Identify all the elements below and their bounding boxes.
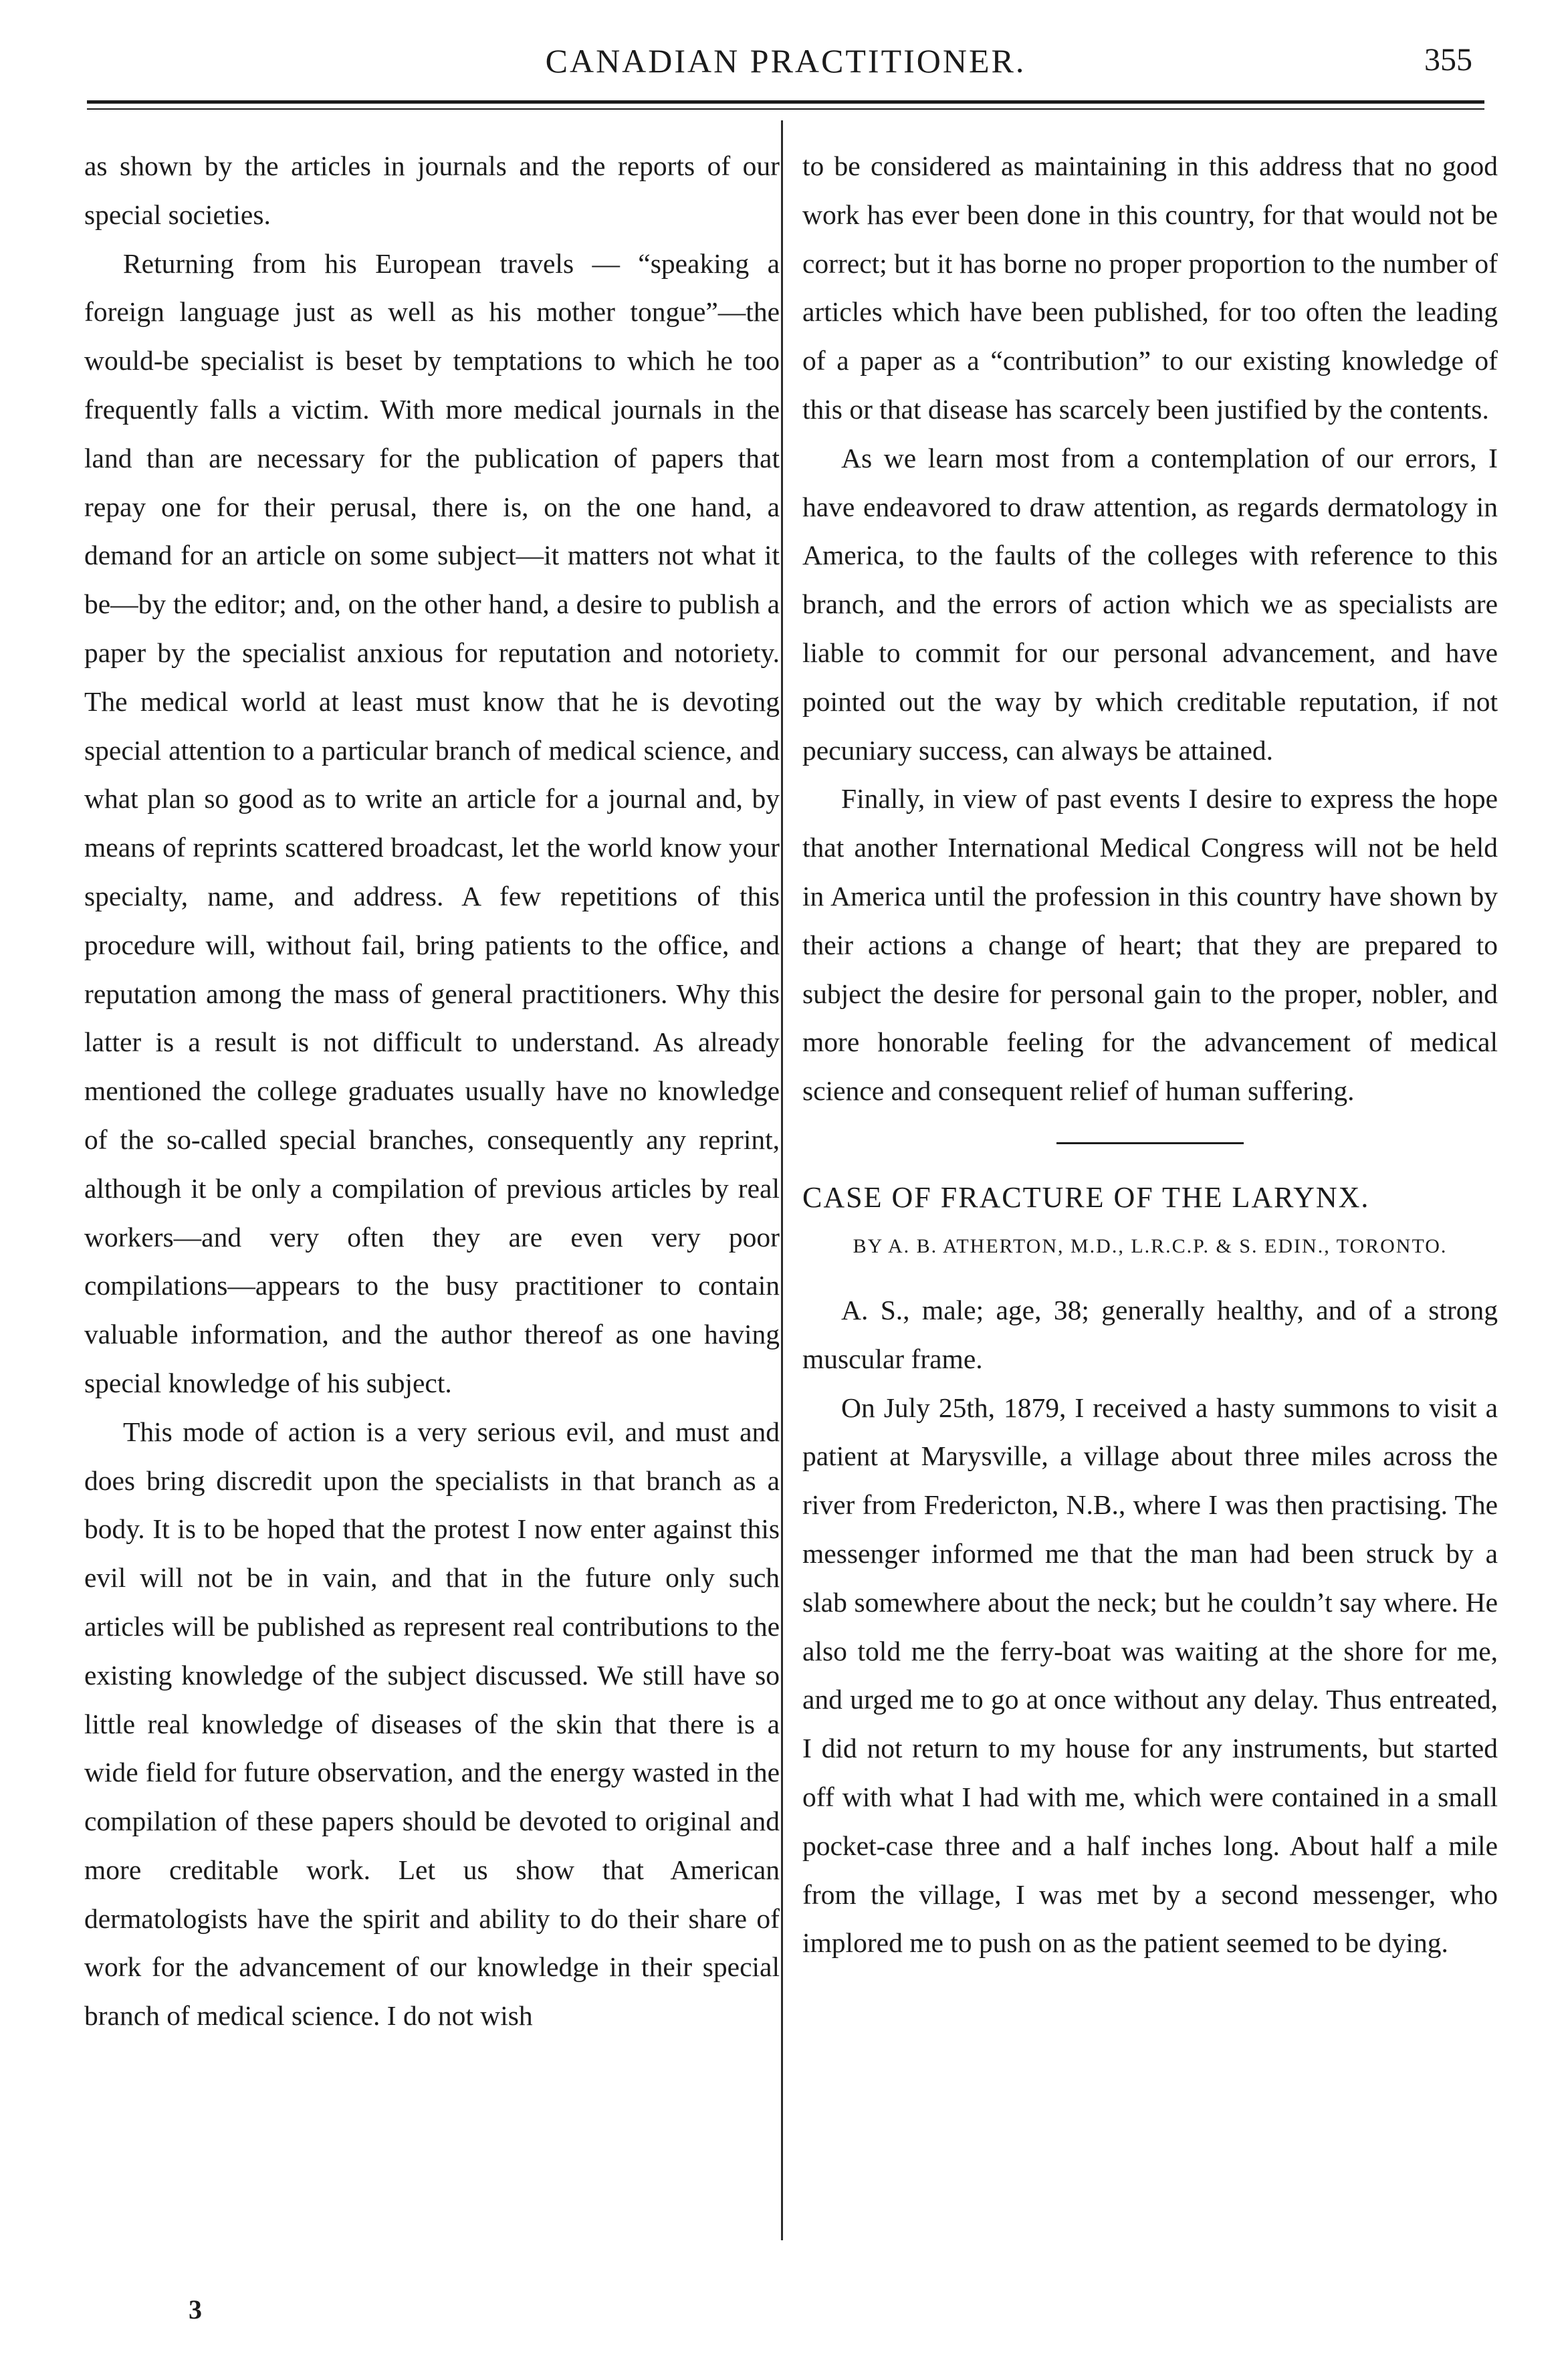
running-head bbox=[87, 41, 1484, 95]
right-paragraph-2: As we learn most from a contemplation of our errors, I have endeavored to draw attention, as regards dermatology in America, to the faults of the colleges with reference to this branch, and the errors of action which we as specialists are liable to commit for our personal advancement, and have pointed out the way by which creditable reputation, if not pecuniary success, can always be attained. bbox=[802, 442, 1498, 766]
header-rule-thick bbox=[87, 100, 1484, 104]
article-title: CASE OF FRACTURE OF THE LARYNX. bbox=[802, 1180, 1370, 1214]
article-paragraph-1: A. S., male; age, 38; generally healthy, and of a strong muscular frame. bbox=[802, 1294, 1498, 1374]
left-column bbox=[84, 142, 780, 2040]
signature-mark: 3 bbox=[189, 2294, 202, 2325]
right-paragraph-1: to be considered as maintaining in this address that no good work has ever been done in this country, for that would not be correct; but it has borne no proper proportion to the number of articles which have been published, for too often the leading of a paper as a “contribution” to our existing knowledge of this or that disease has scarcely been justified by the contents. bbox=[802, 150, 1498, 425]
article-byline: BY A. B. ATHERTON, M.D., L.R.C.P. & S. EDIN., TORONTO. bbox=[853, 1234, 1448, 1257]
left-paragraph-3: This mode of action is a very serious evil, and must and does bring discredit upon the specialists in that branch as a body. It is to be hoped that the protest I now enter against this evil will not be in vain, and that in the future only such articles will be published as represent real contributions to the existing knowledge of the subject discussed. We still have so little real knowledge of diseases of the skin that there is a wide field for future observation, and the energy wasted in the compilation of these papers should be devoted to original and more creditable work. Let us show that American dermatologists have the spirit and ability to do their share of work for the advancement of our knowledge in their special branch of medical science. I do not wish bbox=[84, 1416, 780, 2032]
article-paragraph-2: On July 25th, 1879, I received a hasty summons to visit a patient at Marysville, a village about three miles across the river from Fredericton, N.B., where I was then practising. The messenger informed me that the man had been struck by a slab somewhere about the neck; but he couldn’t say where. He also told me the ferry-boat was waiting at the shore for me, and urged me to go at once without any delay. Thus entreated, I did not return to my house for any instruments, but started off with what I had with me, which were contained in a small pocket-case three and a half inches long. About half a mile from the village, I was met by a second messenger, who implored me to push on as the patient seemed to be dying. bbox=[802, 1392, 1498, 1959]
left-paragraph-1: as shown by the articles in journals and the reports of our special societies. bbox=[84, 150, 780, 230]
right-paragraph-3: Finally, in view of past events I desire to express the hope that another International Medical Congress will not be held in America until the profession in this country have shown by their actions a change of heart; that they are prepared to subject the desire for personal gain to the proper, nobler, and more honorable feeling for the advancement of medical science and consequent relief of human suffering. bbox=[802, 783, 1498, 1107]
column-divider bbox=[781, 120, 783, 2240]
page-number: 355 bbox=[1424, 42, 1472, 78]
header-rule-thin bbox=[87, 108, 1484, 110]
section-divider bbox=[1056, 1142, 1244, 1144]
left-paragraph-2: Returning from his European travels — “speaking a foreign language just as well as his mother tongue”—the would-be specialist is beset by temptations to which he too frequently falls a victim. With more medical journals in the land than are necessary for the publication of papers that repay one for their perusal, there is, on the one hand, a demand for an article on some subject—it matters not what it be—by the editor; and, on the other hand, a desire to publish a paper by the specialist anxious for reputation and notoriety. The medical world at least must know that he is devoting special attention to a particular branch of medical science, and what plan so good as to write an article for a journal and, by means of reprints scattered broadcast, let the world know your specialty, name, and address. A few repetitions of this procedure will, without fail, bring patients to the office, and reputation among the mass of general practitioners. Why this latter is a result is not difficult to understand. As already mentioned the college graduates usually have no knowledge of the so-called special branches, consequently any reprint, although it be only a compilation of previous articles by real workers—and very often they are even very poor compilations—appears to the busy practitioner to contain valuable information, and the author thereof as one having special knowledge of his subject. bbox=[84, 247, 780, 1398]
right-column bbox=[802, 142, 1498, 1967]
running-title: CANADIAN PRACTITIONER. bbox=[545, 42, 1026, 80]
